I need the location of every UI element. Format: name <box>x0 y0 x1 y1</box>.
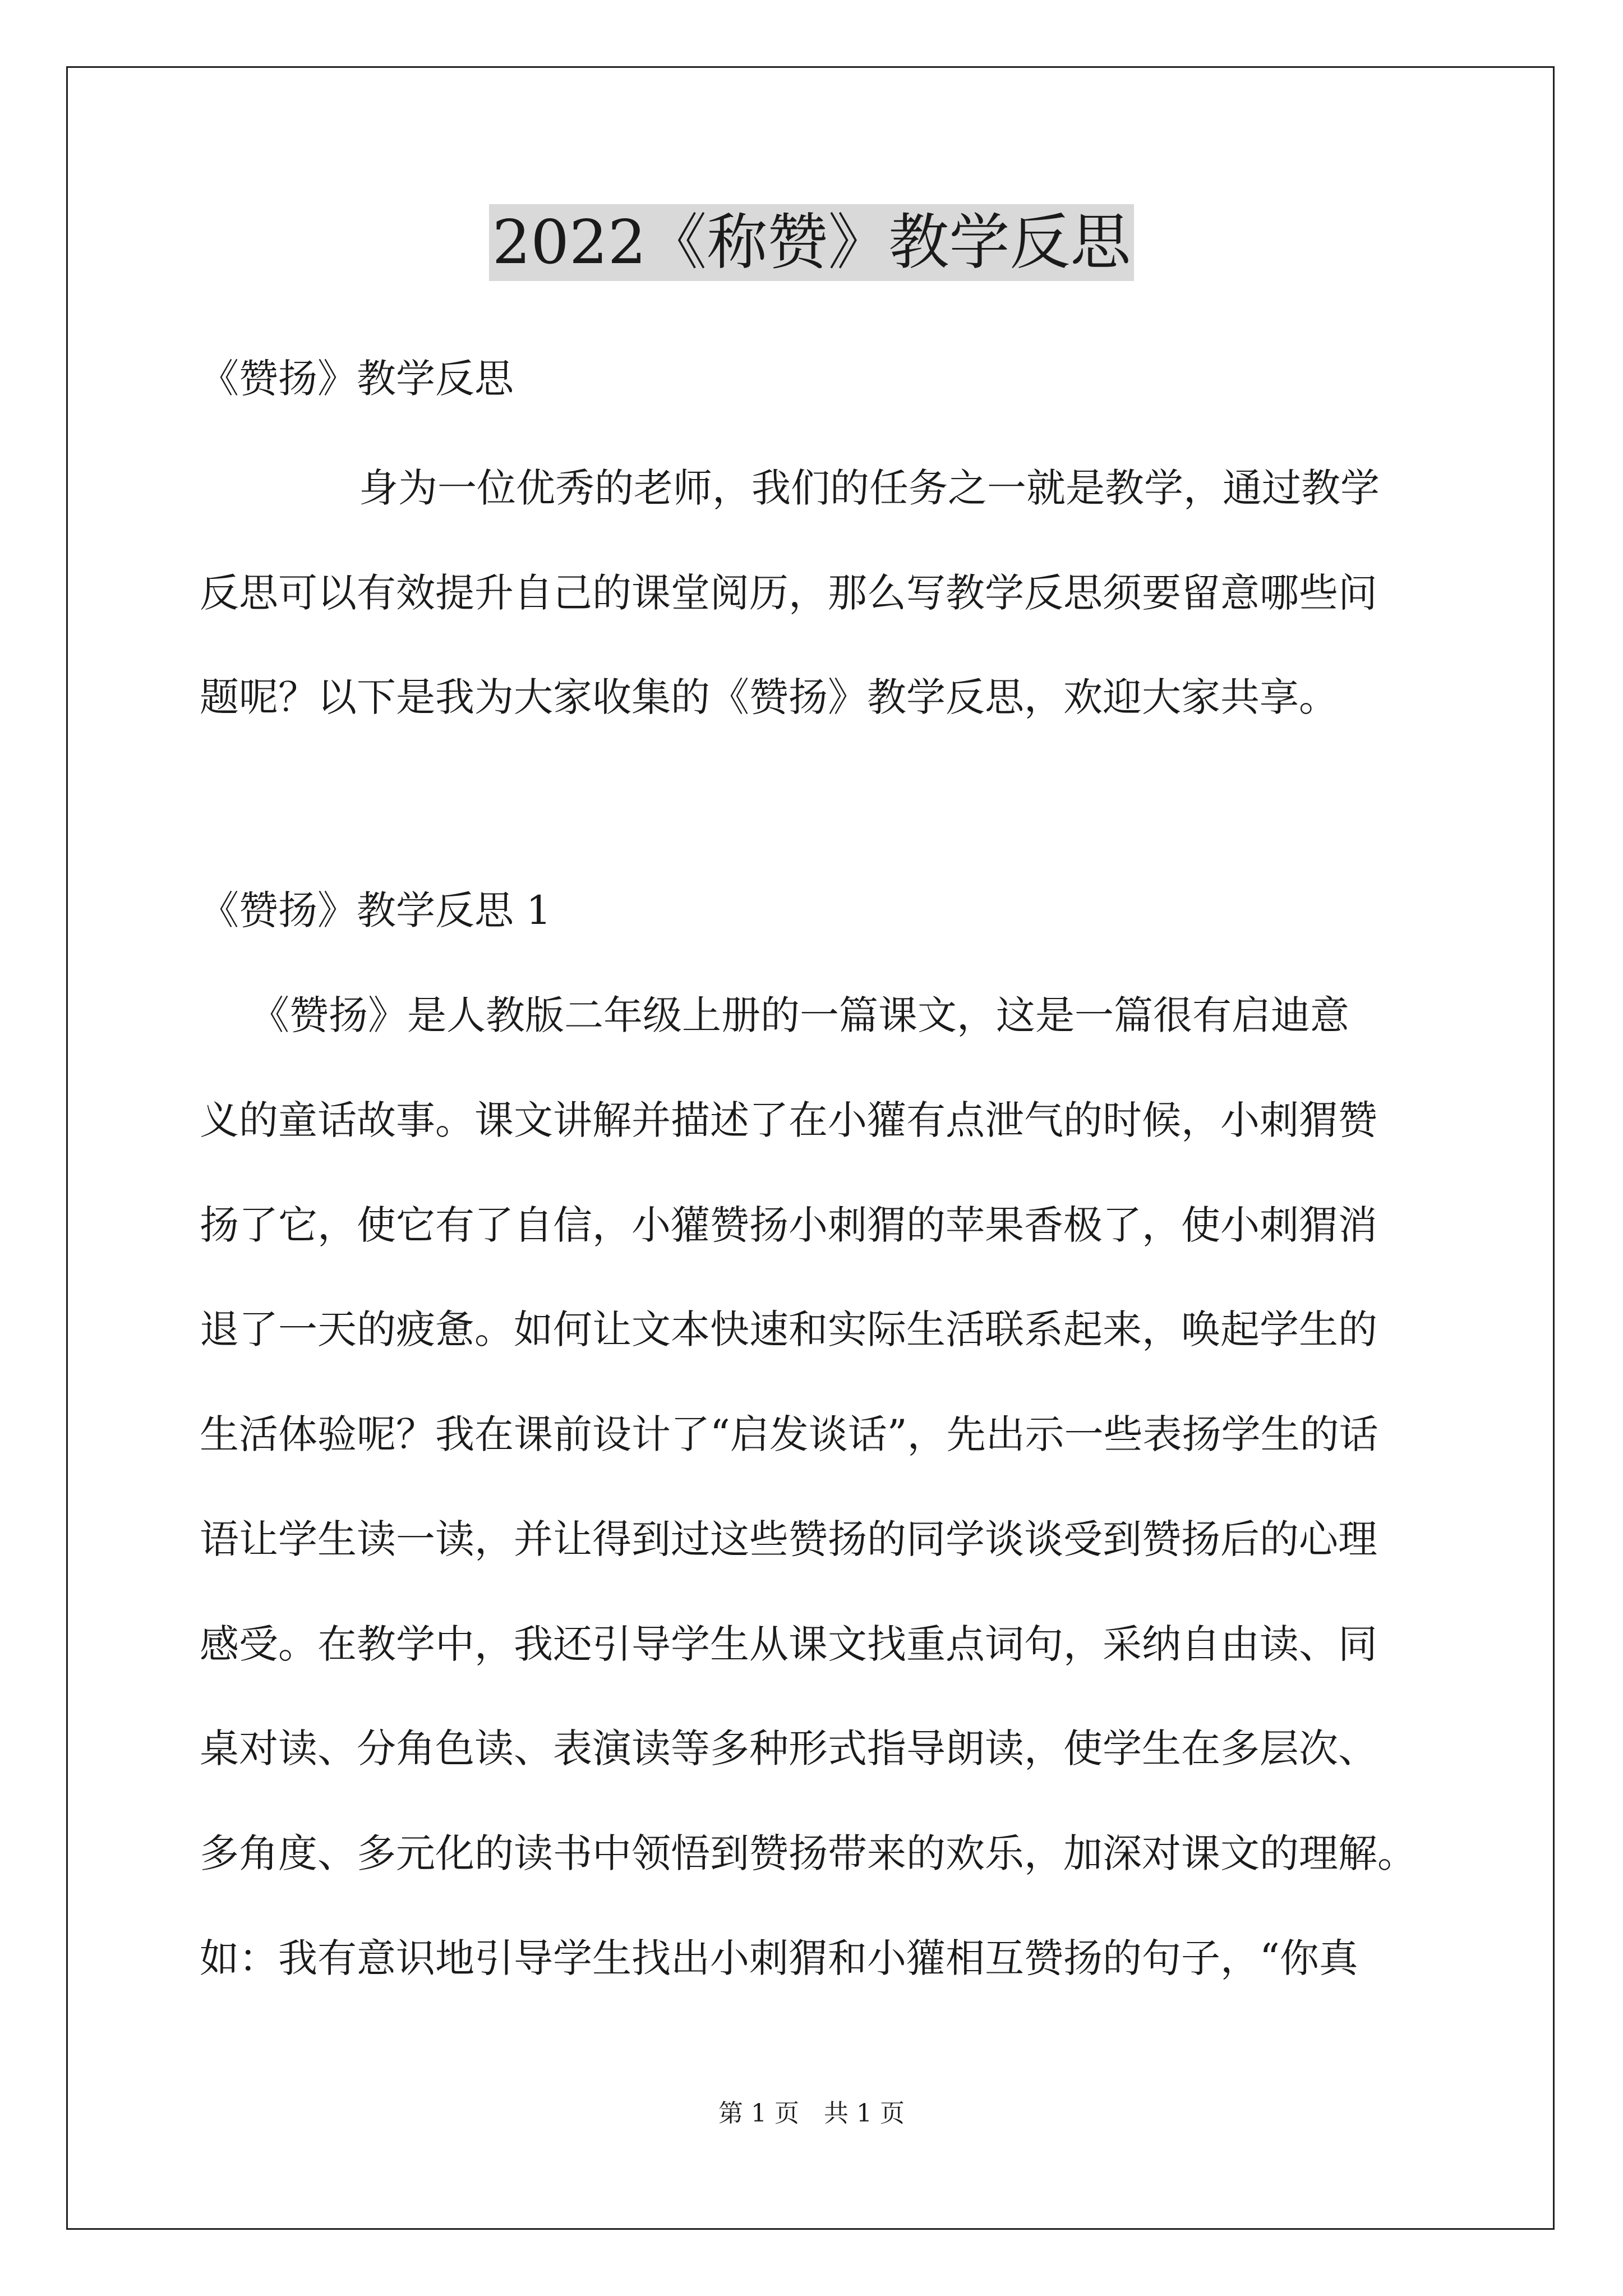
intro-line: 题呢？以下是我为大家收集的《赞扬》教学反思，欢迎大家共享。 <box>200 674 1338 720</box>
subtitle: 《赞扬》教学反思 <box>200 356 514 402</box>
body-line: 多角度、多元化的读书中领悟到赞扬带来的欢乐，加深对课文的理解。 <box>200 1830 1417 1876</box>
body-line: 感受。在教学中，我还引导学生从课文找重点词句，采纳自由读、同 <box>200 1621 1377 1667</box>
body-line: 桌对读、分角色读、表演读等多种形式指导朗读，使学生在多层次、 <box>200 1726 1377 1772</box>
body-line: 义的童话故事。课文讲解并描述了在小獾有点泄气的时候，小刺猬赞 <box>200 1097 1377 1143</box>
body-line: 如：我有意识地引导学生找出小刺猬和小獾相互赞扬的句子，“你真 <box>200 1935 1358 1981</box>
document-title-text: 2022《称赞》教学反思 <box>489 204 1135 281</box>
intro-line: 身为一位优秀的老师，我们的任务之一就是教学，通过教学 <box>359 465 1380 511</box>
page-footer: 第 1 页 共 1 页 <box>718 2099 905 2128</box>
body-line: 扬了它，使它有了自信，小獾赞扬小刺猬的苹果香极了，使小刺猬消 <box>200 1202 1377 1248</box>
intro-line: 反思可以有效提升自己的课堂阅历，那么写教学反思须要留意哪些问 <box>200 570 1377 616</box>
document-title <box>0 201 1623 285</box>
body-line: 生活体验呢？我在课前设计了“启发谈话”，先出示一些表扬学生的话 <box>200 1411 1378 1457</box>
section-heading: 《赞扬》教学反思 1 <box>200 887 551 933</box>
body-line: 退了一天的疲惫。如何让文本快速和实际生活联系起来，唤起学生的 <box>200 1306 1377 1352</box>
body-line: 语让学生读一读，并让得到过这些赞扬的同学谈谈受到赞扬后的心理 <box>200 1516 1377 1562</box>
body-line: 《赞扬》是人教版二年级上册的一篇课文，这是一篇很有启迪意 <box>250 992 1349 1038</box>
